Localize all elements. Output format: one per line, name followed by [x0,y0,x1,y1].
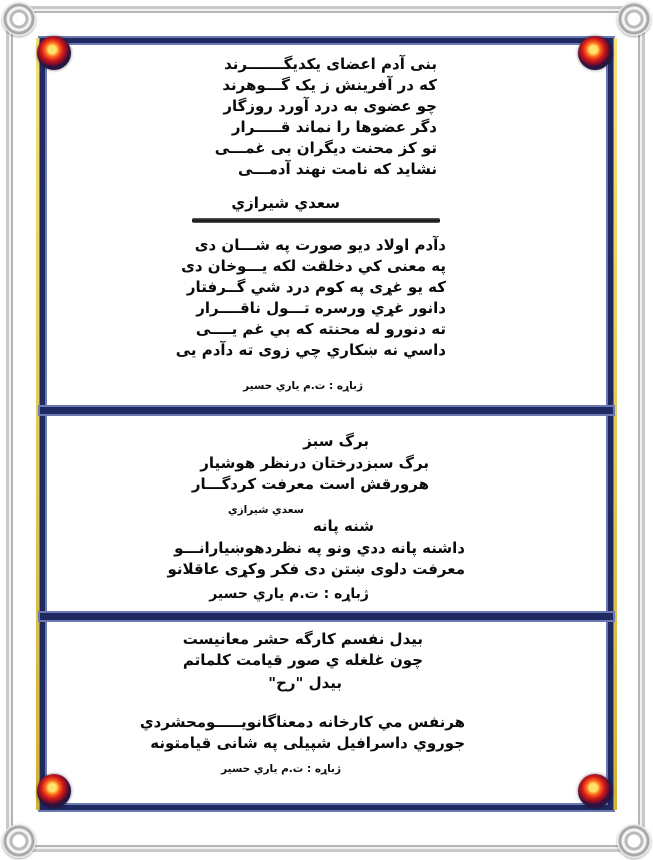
gem-top-right [578,36,612,70]
author-bedil: بيدل "رح" [268,674,342,692]
poem-line: هرورقش است معرفت کردگـــار [191,475,429,493]
section-saadi-poem [215,54,437,180]
right-gold-strip [614,38,617,810]
poem-line: چو عضوی به درد آورد روزگار [223,97,437,115]
author-saadi: سعدي شيرازي [231,194,340,212]
section-bedil [183,629,423,671]
poem-line: هرنفس مي کارخانه دمعناگانويـــــومحشردي [139,713,465,731]
poem-line: په معنی کي دخلقت لکه يـــوخان دی [181,257,446,275]
poem-line: ته دنورو له محنته که بي غم يــــی [195,320,446,338]
gem-top-left [37,36,71,70]
gem-bottom-left [37,774,71,808]
divider-2 [40,613,613,620]
poem-line: بنی آدم اعضای یکدیگـــــــرند [224,55,437,73]
divider-1 [40,407,613,414]
poem-line: برگ سبزدرختان درنظر هوشيار [200,454,429,472]
poem-line: دآدم اولاد ديو صورت په شـــان دی [194,236,446,254]
poem-line: که در آفرینش ز یک گـــوهرند [222,76,437,94]
section-bedil-pashto [140,712,465,754]
corner-ring-top-right [617,2,651,36]
title-shna-pana: شنه پانه [312,517,374,535]
section-pashto-translation [176,235,446,361]
poem-line: داشنه پانه ددي ونو په نظردهوښيارانـــو [174,539,465,557]
poem-line: دگر عضوها را نماند قـــــرار [231,118,437,136]
translator-credit: ژباړه : ت.م ياري حسير [243,380,363,392]
poem-line: دانور غړي ورسره تـــول ناقــــرار [196,299,446,317]
separator-bar [192,218,440,223]
section-shna-pana [167,538,465,580]
poem-line: که يو غړی په کوم درد شي گــرفتار [186,278,446,296]
section-barg-sabz [192,453,429,495]
gem-bottom-right [578,774,612,808]
poem-line: داسي نه ښکاري چي زوی ته دآدم يی [175,341,446,359]
corner-ring-bottom-left [2,824,36,858]
corner-ring-top-left [2,2,36,36]
translator-credit-3: ژباړه : ت.م ياري حسير [221,763,341,775]
poem-line: چون غلغله ي صور قيامت کلماتم [182,651,423,669]
corner-ring-bottom-right [617,824,651,858]
title-barg-sabz: برگ سبز [303,432,369,450]
left-gold-strip [36,38,39,810]
author-saadi-2: سعدي شيرازي [227,504,304,516]
poem-line: معرفت دلوی ښتن دی فکر وکړی عاقلانو [167,560,465,578]
poem-line: نشاید که نامت نهند آدمـــی [238,160,437,178]
poem-line: تو کز محنت دیگران بی غمـــی [214,139,437,157]
translator-credit-2: ژباړه : ت.م ياري حسير [209,586,369,602]
poem-line: جوروي داسرافيل شپيلی په شانی قيامتونه [150,734,465,752]
poem-line: بيدل نفسم کارگه حشر معانيست [182,630,423,648]
